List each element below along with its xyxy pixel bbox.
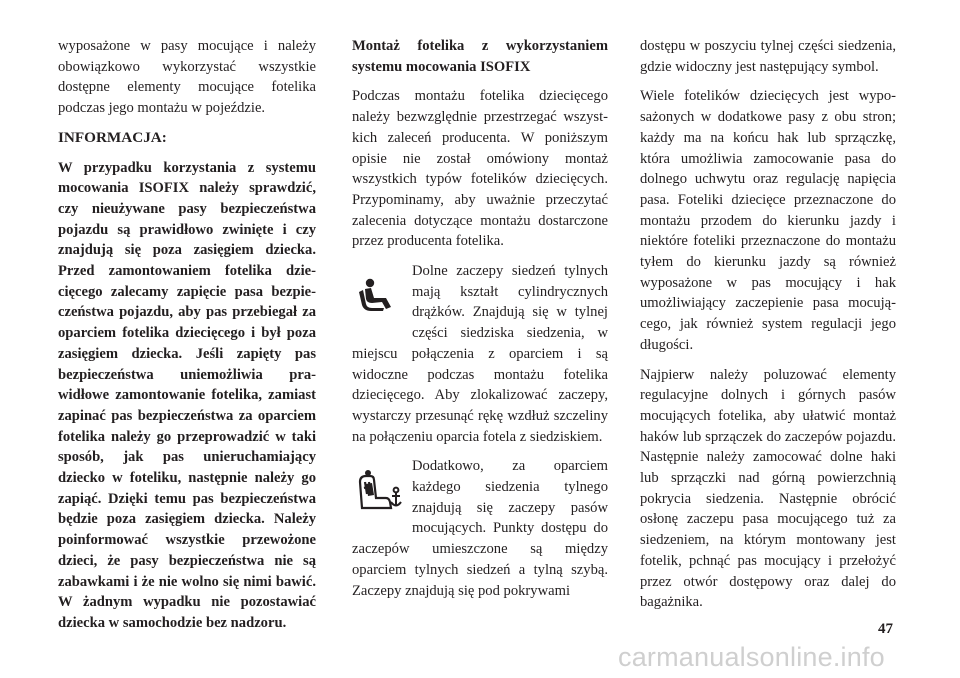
intro-paragraph: wyposażone w pasy mocujące i należy obowiązkowo wykorzystać wszystkie dostępne elementy mocujące fotelika podczas jego montażu w pojeździe. (58, 38, 316, 117)
access-paragraph: dostępu w poszyciu tylnej części siedzenia, gdzie widoczny jest następujący symbol. (640, 38, 896, 75)
page-number: 47 (878, 621, 893, 637)
watermark: carmanualsonline.info (618, 642, 885, 672)
lower-anchor-block (352, 261, 608, 447)
tether-anchor-block (352, 456, 608, 601)
info-heading: INFORMACJA: (58, 128, 167, 146)
child-seat-straps-paragraph: Wiele fotelików dziecięcych jest wyposażonych w dodatkowe pasy z obu stron; każdy ma na końcu hak lub sprzączkę, która umożliwia zamocowanie pasa do dolnego uchwytu oraz regulację napięcia pasa. Foteliki dziecięce przeznaczone do montażu przodem do kierunku jazdy i niektóre foteliki przeznaczone do montażu tyłem do kierunku jazdy są również wyposażone w pas mocujący i hak umożliwiający zaczepienie pasa mocującego, jak również system regulacji jego długości. (640, 88, 896, 353)
column-right (640, 36, 896, 622)
section-title: Montaż fotelika z wykorzystaniem systemu mocowania ISOFIX (352, 38, 608, 75)
info-paragraph: W przypadku korzystania z systemu mocowania ISOFIX należy sprawdzić, czy nieużywane pasy bezpieczeństwa pojazdu są prawidłowo zwinięte i czy znajdują się poza zasięgiem dziecka. Przed zamontowaniem fotelika dziecięcego zalecamy zapięcie pasa bezpieczeństwa pojazdu, aby pas przebiegał za oparciem fotelika dziecięcego i był poza zasięgiem dziecka. Jeśli zapięty pas bezpieczeństwa uniemożliwia prawidłowe zamontowanie fotelika, zamiast zapinać pas bezpieczeństwa za oparciem fotelika należy go przeprowadzić w taki sposób, jak pas unieruchamiający dziecko w foteliku, następnie należy go zapiąć. Dzięki temu pas bezpieczeństwa będzie poza zasięgiem dziecka. Należy poinformować wszystkie przewożone dzieci, że pasy bezpieczeństwa nie są zabawkami i że nie wolno się nimi bawić. W żadnym wypadku nie pozostawiać dziecka w samochodzie bez nadzoru. (58, 159, 316, 631)
lower-anchor-paragraph: Dolne zaczepy siedzeń tylnych mają kształt cylindrycznych drążków. Znajdują się w tylnej części siedziska siedzenia, w miejscu połączenia z oparciem i są widoczne podczas montażu fotelika dziecięcego. Aby zlokalizować zaczepy, wystarczy przesunąć rękę wzdłuż szczeliny na połączeniu oparcia fotela z siedziskiem. (352, 263, 608, 445)
column-middle (352, 36, 608, 610)
column-left (58, 36, 316, 643)
section-paragraph: Podczas montażu fotelika dziecięcego należy bezwzględnie przestrzegać wszystkich zaleceń producenta. W poniższym opisie nie został omówiony montaż wszystkich typów fotelików dziecięcych. Przypominamy, aby uważnie przeczytać zalecenia dotyczące montażu dostarczone przez producenta fotelika. (352, 88, 608, 250)
installation-steps-paragraph: Najpierw należy poluzować elementy regulacyjne dolnych i górnych pasów mocujących fotelika, aby ułatwić montaż haków lub sprzączek do zaczepów pojazdu. Następnie należy zamocować dolne haki lub sprzączki nad górną powierzchnią pokrycia siedzenia. Następnie obrócić osłonę zaczepu pasa mocującego tuż za siedzeniem, na którym montowany jest fotelik, pchnąć pas mocujący i przełożyć przez otwór dostępowy oraz dalej do bagażnika. (640, 366, 896, 611)
tether-anchor-paragraph: Dodatkowo, za oparciem każdego siedzenia tylnego znajdują się zaczepy pasów mocujących. Punkty dostępu do zaczepów umieszczone są między oparciem tylnych siedzeń a tylną szybą. Zaczepy znajdują się pod pokrywami (352, 458, 608, 599)
tether-anchor-icon (352, 456, 404, 526)
isofix-lower-anchor-icon (352, 261, 404, 331)
